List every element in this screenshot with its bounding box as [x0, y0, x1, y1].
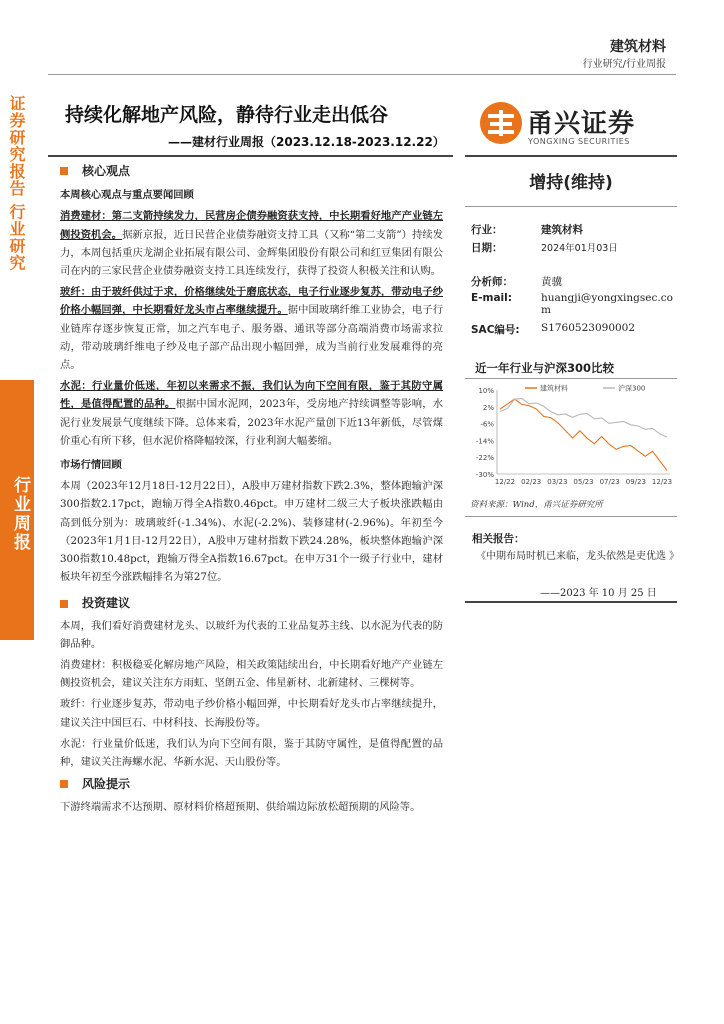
series-line-csi300	[500, 398, 667, 437]
x-tick-label: 12/23	[651, 478, 673, 486]
date-row: 日期： 2024年01月03日	[471, 242, 618, 254]
series-line-building-materials	[500, 399, 667, 470]
report-subtitle: ——建材行业周报（2023.12.18-2023.12.22）	[168, 135, 445, 149]
core-heading: 核心观点	[60, 162, 443, 180]
comparison-chart	[465, 382, 677, 494]
title-divider	[48, 155, 453, 157]
paragraph-consumer: 消费建材：第二支箭持续发力，民营房企债券融资获支持，中长期看好地产产业链左侧投资机会。据新京报，近日民营企业债券融资支持工具（又称“第二支箭”）持续发力，本周包括重庆龙湖企业拓展有限公司、金辉集团股份有限公司和红豆集团有限公司在内的三家民营企业债券融资支持工具连续发行，获得了投资人积极关注和认购。	[60, 210, 444, 278]
related-heading: 相关报告：	[472, 533, 525, 545]
x-tick-label: 07/23	[599, 478, 620, 486]
industry-row: 行业： 建筑材料	[471, 224, 583, 236]
logo-english: YONGXING SECURITIES	[528, 137, 630, 146]
right-divider	[465, 155, 677, 157]
review-heading: 本周核心观点与重点要闻回顾	[60, 189, 194, 202]
rating-divider	[465, 206, 677, 207]
legend-label: 建筑材料	[540, 384, 568, 393]
x-tick-label: 02/23	[521, 478, 542, 486]
chart-divider	[465, 378, 677, 379]
sac-row: SAC编号: S1760523090002	[471, 322, 636, 336]
rating: 增持(维持)	[529, 173, 613, 193]
invest-summary: 本周，我们看好消费建材龙头、以玻纤为代表的工业品复苏主线、以水泥为代表的防御品种。	[60, 619, 443, 650]
x-tick-label: 12/22	[494, 478, 516, 486]
risk-text: 下游终端需求不达预期、原材料价格超预期、供给端边际放松超预期的风险等。	[60, 800, 421, 813]
invest-heading: 投资建议	[60, 594, 443, 612]
invest-fiberglass: 玻纤：行业逐步复苏，带动电子纱价格小幅回弹，中长期看好龙头市占率继续提升，建议关注中国巨石、中材科技、长海股份等。	[60, 698, 443, 729]
paragraph-fiberglass: 玻纤：由于玻纤供过于求，价格继续处于磨底状态，电子行业逐步复苏，带动电子纱价格小幅回弹，中长期看好龙头市占率继续提升。据中国玻璃纤维工业协会，电子行业链库存逐步恢复正常，加之汽车电子、服务器、通讯等部分高端消费市场需求拉动，带动玻璃纤维电子纱及电子部产品出现小幅回弹，成为当前行业发展难得的亮点。	[60, 286, 444, 372]
chart-source: 资料来源：Wind，甬兴证券研究所	[470, 500, 603, 510]
bullet-square-icon	[60, 600, 68, 608]
header-category: 建筑材料	[610, 39, 666, 55]
analyst-row: 分析师： 黄骥	[471, 276, 562, 288]
sidebar-bottom-label: 行业周报	[10, 476, 30, 552]
risk-heading: 风险提示	[60, 775, 443, 793]
header-subcategory: 行业研究/行业周报	[582, 59, 666, 70]
logo-icon	[478, 100, 524, 146]
related-report-link[interactable]: 《中期布局时机已来临，龙头依然是吏优选 》	[476, 551, 680, 562]
x-tick-label: 09/23	[625, 478, 646, 486]
invest-consumer: 消费建材：积极稳妥化解房地产风险，相关政策陆续出台，中长期看好地产产业链左侧投资机会，建议关注东方雨虹、坚朗五金、伟星新材、北新建材、三棵树等。	[60, 659, 443, 690]
chart-bottom-divider	[465, 516, 677, 517]
market-heading: 市场行情回顾	[60, 459, 122, 472]
y-tick-label: -30%	[475, 471, 494, 479]
logo-name: 甬兴证券	[527, 109, 636, 139]
y-tick-label: 2%	[482, 403, 494, 412]
email-row: E-mail: huangji@yongxingsec.com	[471, 292, 673, 316]
header-divider	[48, 74, 676, 75]
related-divider	[465, 601, 677, 603]
sidebar-top-label: 证券研究报告 行业研究	[7, 95, 26, 272]
report-title: 持续化解地产风险，静待行业走出低谷	[65, 104, 389, 126]
y-tick-label: -22%	[475, 454, 494, 463]
chart-title: 近一年行业与沪深300比较	[475, 361, 615, 375]
y-tick-label: 10%	[478, 387, 494, 395]
y-tick-label: -14%	[475, 437, 494, 446]
sidebar-top	[0, 95, 34, 295]
invest-cement: 水泥：行业量价低迷，我们认为向下空间有限，鉴于其防守属性，是值得配置的品种，建议关注海螺水泥、华新水泥、天山股份等。	[60, 737, 443, 769]
y-tick-label: -6%	[480, 420, 494, 429]
paragraph-market: 本周（2023年12月18日-12月22日），A股申万建材指数下跌2.3%，整体跑输沪深300指数2.17pct，跑输万得全A指数0.46pct。申万建材二级三大子板块涨跌幅由高到低分别为：玻璃玻纤(-1.34%)、水泥(-2.2%)、装修建材(-2.96%)。年初至今（2023年1月1日-12月22日），A股申万建材指数下跌24.28%，板块整体跑输沪深300指数10.48pct，跑输万得全A指数16.67pct。在申万31个一级子行业中，建材板块年初至今涨跌幅排名为第27位。	[60, 480, 443, 584]
paragraph-cement: 水泥：行业量价低迷，年初以来需求不振，我们认为向下空间有限，鉴于其防守属性，是值得配置的品种。根据中国水泥网，2023年，受房地产持续调整等影响，水泥行业发展景气度继续下降。总体来看，2023年水泥产量创下近13年新低，尽管煤价重心有所下移，但水泥价格降幅较深，行业利润大幅萎缩。	[60, 380, 443, 447]
x-tick-label: 03/23	[547, 478, 568, 486]
legend-label: 沪深300	[618, 384, 646, 393]
x-tick-label: 05/23	[573, 478, 594, 486]
bullet-square-icon	[60, 780, 68, 788]
related-report-date: ——2023 年 10 月 25 日	[540, 588, 657, 599]
main-content	[60, 160, 443, 819]
bullet-square-icon	[60, 167, 68, 175]
sidebar-bottom	[0, 380, 34, 640]
